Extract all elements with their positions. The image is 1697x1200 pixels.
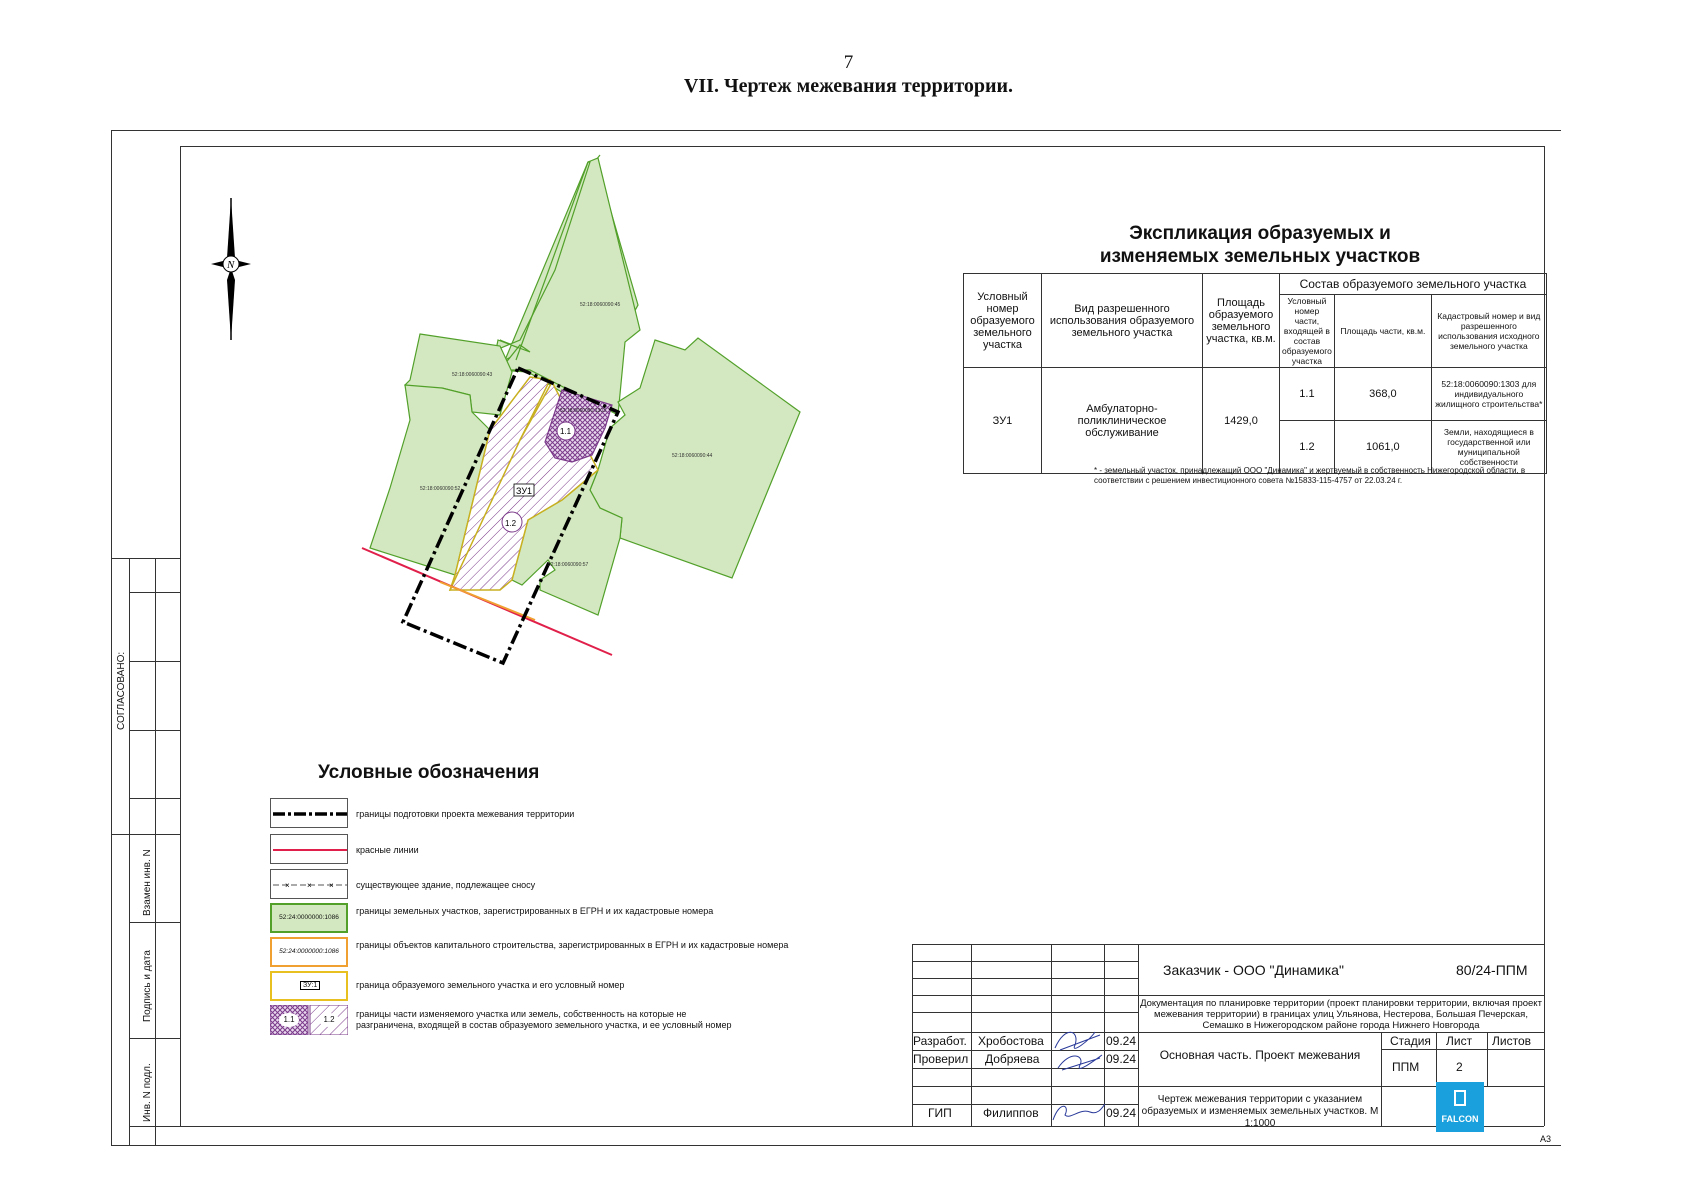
date-checker: 09.24 bbox=[1106, 1052, 1137, 1066]
agreed-label: СОГЛАСОВАНО: bbox=[116, 651, 127, 730]
svg-text:×: × bbox=[307, 881, 312, 890]
parcel-label-52: 52:18:0060090:52 bbox=[420, 486, 461, 492]
legend-text-5: граница образуемого земельного участка и его условный номер bbox=[356, 980, 625, 990]
logo-door-icon bbox=[1454, 1090, 1466, 1106]
legend-text-3: границы земельных участков, зарегистрированных в ЕГРН и их кадастровые номера bbox=[356, 906, 714, 916]
svg-text:×: × bbox=[285, 881, 290, 890]
replace-inv-label: Взамен инв. N bbox=[142, 849, 153, 916]
legend-text-4: границы объектов капитального строительства, зарегистрированных в ЕГРН и их кадастровые номера bbox=[356, 940, 789, 950]
explication-table: Условный номер образуемого земельного участка Вид разрешенного использования образуемого земельного участка Площадь образуемого земельного участка, кв.м. Состав образуемого земельного участка Условный номер части, входящей в состав образуемого участка Площадь части, кв.м. Кадастровый номер и вид разрешенного использования исходного земельного участка ЗУ1 Амбулаторно-поликлиническое обслуживание 1429,0 1.1 368,0 52:18:0060090:1303 для индивидуального жилищного строительства* 1.2 1061,0 Земли, находящиеся в государственной или муниципальной собственности bbox=[963, 273, 1547, 474]
compass-n-letter: N bbox=[227, 259, 235, 271]
page-title: VII. Чертеж межевания территории. bbox=[683, 75, 1014, 97]
parcel-label-45: 52:18:0060090:45 bbox=[580, 302, 621, 308]
sheet-header: Лист bbox=[1446, 1034, 1473, 1048]
sign-date-label: Подпись и дата bbox=[142, 950, 153, 1022]
parcel-label-57: 52:18:0060090:57 bbox=[548, 562, 589, 568]
inv-orig-label: Инв. N подл. bbox=[142, 1063, 153, 1122]
svg-text:×: × bbox=[329, 881, 334, 890]
project-description: Документация по планировке территории (проект планировки территории, включая проект межевания территории) в границах улиц Ульянова, Нестерова, Большая Печерская, Семашко в Нижегородском районе города Нижнего Новгорода bbox=[1140, 998, 1542, 1031]
explication-title: Экспликация образуемых и изменяемых земельных участков bbox=[1099, 223, 1421, 267]
name-developer: Хробостова bbox=[978, 1034, 1044, 1048]
row-id: ЗУ1 bbox=[964, 368, 1042, 474]
sheets-header: Листов bbox=[1492, 1034, 1531, 1048]
parcel-label-44: 52:18:0060090:44 bbox=[672, 453, 713, 459]
plot-label: ЗУ1 bbox=[516, 486, 533, 496]
role-gip: ГИП bbox=[928, 1106, 952, 1120]
legend-sample-red-line bbox=[270, 834, 348, 864]
parcel-label-43: 52:18:0060090:43 bbox=[452, 372, 493, 378]
parcel-45-main bbox=[496, 158, 640, 415]
name-checker: Добряева bbox=[985, 1052, 1040, 1066]
legend-text-0: границы подготовки проекта межевания территории bbox=[356, 809, 575, 819]
legend-sample-oks: 52:24:0000000:1086 bbox=[270, 937, 348, 967]
row-area: 1429,0 bbox=[1203, 368, 1280, 474]
row-use: Амбулаторно-поликлиническое обслуживание bbox=[1042, 368, 1203, 474]
part-label-1-1: 1.1 bbox=[560, 427, 572, 436]
legend-sample-demolish bbox=[270, 869, 348, 899]
page-number: 7 bbox=[843, 52, 854, 73]
legend-sample-parts: 1.1 1.2 bbox=[270, 1005, 348, 1035]
falcon-logo: FALCON bbox=[1436, 1082, 1484, 1132]
compass-rose-icon bbox=[211, 198, 251, 340]
project-code: 80/24-ППМ bbox=[1456, 962, 1528, 978]
paper-format: А3 bbox=[1540, 1134, 1552, 1144]
legend-title: Условные обозначения bbox=[318, 762, 540, 783]
legend-text-6: границы части изменяемого участка или земель, собственность на которые не разграничена, входящей в состав образуемого земельного участка, и ее условный номер bbox=[356, 1009, 732, 1030]
part-label-1-2: 1.2 bbox=[505, 519, 517, 528]
legend-sample-project-border bbox=[270, 798, 348, 828]
drawing-name: Чертеж межевания территории с указанием образуемых и изменяемых земельных участков. М 1:1000 bbox=[1141, 1094, 1379, 1129]
legend-sample-plot: ЗУ:1 bbox=[270, 971, 348, 1001]
date-gip: 09.24 bbox=[1106, 1106, 1137, 1120]
role-checker: Проверил bbox=[913, 1052, 969, 1066]
parcel-label-1303: 52:18:0060090:1303 bbox=[560, 408, 606, 414]
customer-label: Заказчик - ООО "Динамика" bbox=[1163, 962, 1344, 978]
role-developer: Разработ. bbox=[913, 1034, 967, 1048]
legend-sample-egrn-parcel: 52:24:0000000:1086 bbox=[270, 903, 348, 933]
stage-header: Стадия bbox=[1390, 1034, 1431, 1048]
stage-value: ППМ bbox=[1392, 1060, 1420, 1074]
date-developer: 09.24 bbox=[1106, 1034, 1137, 1048]
section-name: Основная часть. Проект межевания bbox=[1159, 1048, 1361, 1062]
name-gip: Филиппов bbox=[983, 1106, 1039, 1120]
legend-text-2: существующее здание, подлежащее сносу bbox=[356, 880, 536, 890]
signatures bbox=[1050, 1020, 1110, 1130]
sheet-value: 2 bbox=[1456, 1060, 1463, 1074]
explication-note: * - земельный участок, принадлежащий ООО "Динамика" и жертвуемый в собственность Нижегородской области, в соответствии с решением инвестиционного совета №15833-115-4757 от 22.03.24 г. bbox=[1094, 466, 1526, 485]
legend-text-1: красные линии bbox=[356, 845, 419, 855]
